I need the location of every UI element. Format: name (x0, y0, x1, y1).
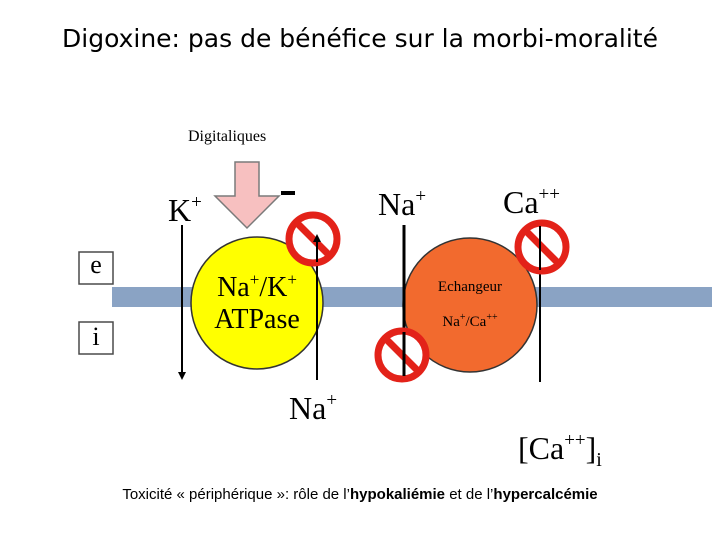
down-arrow-icon (215, 162, 279, 228)
intracellular-label: i (92, 322, 100, 351)
k-ion-label: K+ (168, 192, 202, 228)
na-ion-label-top: Na+ (378, 186, 427, 222)
intracellular-calcium-label: $[Ca^{++}]_i$ (518, 430, 602, 471)
na-ion-label-bottom: Na+ (289, 390, 338, 426)
exchanger-name-label: Echangeur (437, 279, 503, 295)
page-title: Digoxine: pas de bénéfice sur la morbi-moralité (62, 24, 658, 53)
prohibited-sign-icon (289, 215, 337, 263)
prohibited-sign-icon (518, 223, 566, 271)
prohibited-sign-icon (378, 331, 426, 379)
exchanger-ions-label: Na+/Ca++ (442, 312, 498, 330)
ca-ion-label-top: Ca++ (503, 184, 560, 220)
footer-note: Toxicité « périphérique »: rôle de l’hypokaliémie et de l’hypercalcémie (122, 486, 598, 503)
pump-label: Na+/K+ ATPase (214, 270, 300, 335)
digitaliques-label: Digitaliques (188, 128, 267, 145)
extracellular-label: e (90, 250, 102, 279)
